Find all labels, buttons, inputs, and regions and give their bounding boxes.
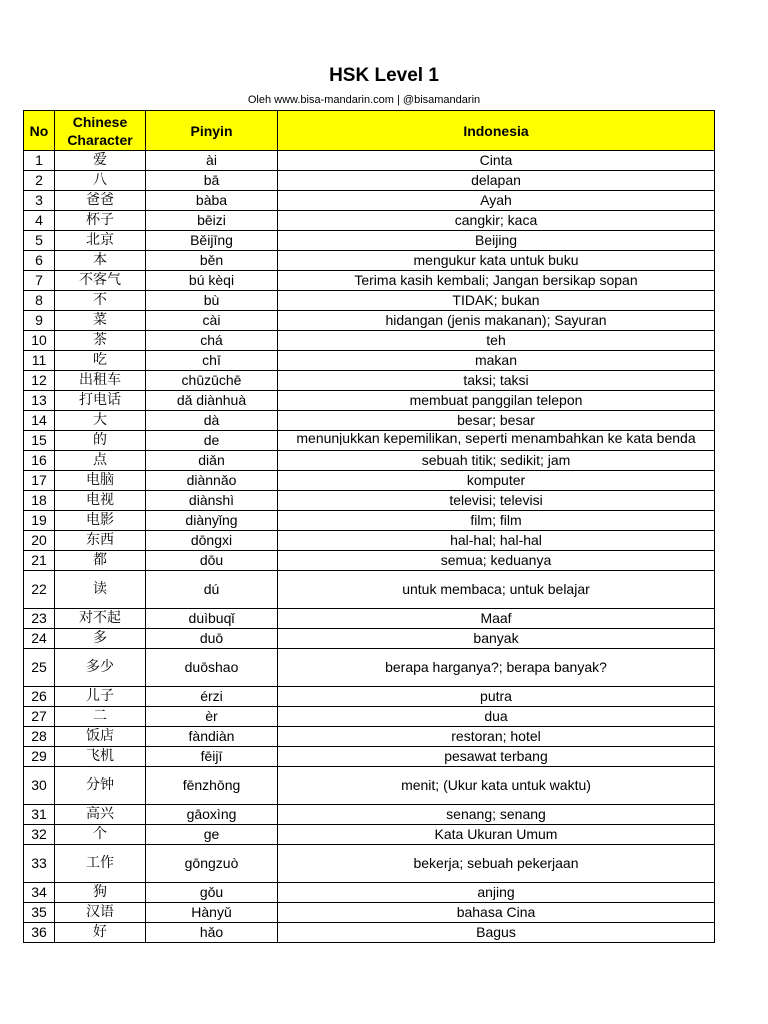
table-row	[24, 431, 715, 451]
cell-indonesia	[278, 431, 715, 451]
header-pinyin: Pinyin	[146, 111, 278, 151]
cell-no: 16	[24, 451, 55, 471]
cell-indonesia: delapan	[278, 171, 715, 191]
cell-no: 13	[24, 391, 55, 411]
cell-pinyin: chī	[146, 351, 278, 371]
cell-no: 28	[24, 727, 55, 747]
cell-no: 15	[24, 431, 55, 451]
cell-pinyin: fàndiàn	[146, 727, 278, 747]
table-row	[24, 291, 715, 311]
cell-pinyin: diànshì	[146, 491, 278, 511]
cell-indonesia: bahasa Cina	[278, 903, 715, 923]
cell-indonesia: banyak	[278, 629, 715, 649]
cell-no: 20	[24, 531, 55, 551]
table-row	[24, 391, 715, 411]
cell-indonesia: komputer	[278, 471, 715, 491]
table-row	[24, 351, 715, 371]
cell-pinyin: dà	[146, 411, 278, 431]
cell-chinese-character: 多	[55, 629, 146, 649]
cell-indonesia-text: menunjukkan kepemilikan, seperti menambahkan ke kata benda	[296, 430, 696, 445]
cell-pinyin: dú	[146, 571, 278, 609]
cell-indonesia: anjing	[278, 883, 715, 903]
cell-no: 36	[24, 923, 55, 943]
cell-no: 26	[24, 687, 55, 707]
table-row	[24, 331, 715, 351]
cell-chinese-character: 杯子	[55, 211, 146, 231]
cell-chinese-character: 点	[55, 451, 146, 471]
cell-chinese-character: 读	[55, 571, 146, 609]
table-row	[24, 151, 715, 171]
cell-chinese-character: 好	[55, 923, 146, 943]
cell-chinese-character: 打电话	[55, 391, 146, 411]
cell-pinyin: diǎn	[146, 451, 278, 471]
cell-pinyin: dōu	[146, 551, 278, 571]
cell-no: 31	[24, 805, 55, 825]
cell-pinyin: èr	[146, 707, 278, 727]
table-row	[24, 571, 715, 609]
table-row	[24, 491, 715, 511]
cell-pinyin: fēnzhōng	[146, 767, 278, 805]
cell-no: 22	[24, 571, 55, 609]
page-title: HSK Level 1	[329, 65, 439, 86]
table-row	[24, 805, 715, 825]
cell-pinyin: dōngxi	[146, 531, 278, 551]
cell-chinese-character: 对不起	[55, 609, 146, 629]
header-chinese-line1: Chinese	[72, 113, 128, 130]
cell-no: 17	[24, 471, 55, 491]
cell-indonesia: TIDAK; bukan	[278, 291, 715, 311]
cell-pinyin: duō	[146, 629, 278, 649]
cell-pinyin: érzi	[146, 687, 278, 707]
table-row	[24, 747, 715, 767]
cell-indonesia: film; film	[278, 511, 715, 531]
cell-chinese-character: 大	[55, 411, 146, 431]
table-row	[24, 649, 715, 687]
table-row	[24, 511, 715, 531]
cell-indonesia: besar; besar	[278, 411, 715, 431]
cell-chinese-character: 工作	[55, 845, 146, 883]
cell-no: 29	[24, 747, 55, 767]
cell-no: 25	[24, 649, 55, 687]
cell-chinese-character: 汉语	[55, 903, 146, 923]
cell-no: 6	[24, 251, 55, 271]
table-row	[24, 411, 715, 431]
table-row	[24, 609, 715, 629]
cell-chinese-character: 吃	[55, 351, 146, 371]
table-row	[24, 903, 715, 923]
cell-chinese-character: 电影	[55, 511, 146, 531]
cell-indonesia: dua	[278, 707, 715, 727]
cell-indonesia: mengukur kata untuk buku	[278, 251, 715, 271]
cell-indonesia: Maaf	[278, 609, 715, 629]
cell-chinese-character: 东西	[55, 531, 146, 551]
table-header-row	[24, 111, 715, 151]
cell-no: 12	[24, 371, 55, 391]
cell-no: 18	[24, 491, 55, 511]
cell-indonesia: makan	[278, 351, 715, 371]
cell-no: 10	[24, 331, 55, 351]
cell-chinese-character: 个	[55, 825, 146, 845]
cell-pinyin: chūzūchē	[146, 371, 278, 391]
cell-indonesia: semua; keduanya	[278, 551, 715, 571]
table-row	[24, 687, 715, 707]
cell-chinese-character: 狗	[55, 883, 146, 903]
cell-chinese-character: 菜	[55, 311, 146, 331]
table-row	[24, 727, 715, 747]
cell-indonesia: berapa harganya?; berapa banyak?	[278, 649, 715, 687]
cell-indonesia: Kata Ukuran Umum	[278, 825, 715, 845]
cell-no: 30	[24, 767, 55, 805]
cell-chinese-character: 茶	[55, 331, 146, 351]
table-row	[24, 767, 715, 805]
cell-indonesia: Bagus	[278, 923, 715, 943]
header-chinese-line2: Character	[67, 131, 133, 148]
cell-indonesia: cangkir; kaca	[278, 211, 715, 231]
cell-indonesia: Ayah	[278, 191, 715, 211]
cell-indonesia: televisi; televisi	[278, 491, 715, 511]
cell-chinese-character: 出租车	[55, 371, 146, 391]
table-row	[24, 629, 715, 649]
cell-pinyin: ài	[146, 151, 278, 171]
cell-chinese-character: 都	[55, 551, 146, 571]
cell-indonesia: sebuah titik; sedikit; jam	[278, 451, 715, 471]
cell-no: 4	[24, 211, 55, 231]
cell-pinyin: bēizi	[146, 211, 278, 231]
cell-no: 24	[24, 629, 55, 649]
table-row	[24, 551, 715, 571]
cell-chinese-character: 爱	[55, 151, 146, 171]
page-subtitle: Oleh www.bisa-mandarin.com | @bisamandarin	[247, 94, 481, 106]
cell-no: 35	[24, 903, 55, 923]
table-row	[24, 371, 715, 391]
cell-no: 19	[24, 511, 55, 531]
cell-indonesia: menit; (Ukur kata untuk waktu)	[278, 767, 715, 805]
cell-chinese-character: 分钟	[55, 767, 146, 805]
cell-no: 11	[24, 351, 55, 371]
table-row	[24, 231, 715, 251]
cell-indonesia: bekerja; sebuah pekerjaan	[278, 845, 715, 883]
cell-pinyin: de	[146, 431, 278, 451]
cell-chinese-character: 飞机	[55, 747, 146, 767]
cell-pinyin: gōngzuò	[146, 845, 278, 883]
table-row	[24, 311, 715, 331]
cell-indonesia: taksi; taksi	[278, 371, 715, 391]
table-row	[24, 707, 715, 727]
cell-pinyin: duìbuqǐ	[146, 609, 278, 629]
cell-indonesia: senang; senang	[278, 805, 715, 825]
table-row	[24, 845, 715, 883]
cell-pinyin: fēijī	[146, 747, 278, 767]
cell-indonesia: teh	[278, 331, 715, 351]
cell-indonesia: Cinta	[278, 151, 715, 171]
cell-pinyin: dǎ diànhuà	[146, 391, 278, 411]
cell-no: 33	[24, 845, 55, 883]
cell-chinese-character: 饭店	[55, 727, 146, 747]
table-row	[24, 825, 715, 845]
table-row	[24, 251, 715, 271]
cell-chinese-character: 电脑	[55, 471, 146, 491]
table-row	[24, 883, 715, 903]
cell-no: 9	[24, 311, 55, 331]
cell-chinese-character: 八	[55, 171, 146, 191]
table-row	[24, 171, 715, 191]
cell-no: 21	[24, 551, 55, 571]
cell-pinyin: Běijīng	[146, 231, 278, 251]
cell-chinese-character: 电视	[55, 491, 146, 511]
cell-indonesia: putra	[278, 687, 715, 707]
cell-chinese-character: 不客气	[55, 271, 146, 291]
table-row	[24, 271, 715, 291]
vocabulary-table	[23, 110, 715, 943]
cell-pinyin: cài	[146, 311, 278, 331]
cell-pinyin: běn	[146, 251, 278, 271]
cell-pinyin: bàba	[146, 191, 278, 211]
cell-pinyin: duōshao	[146, 649, 278, 687]
cell-pinyin: Hànyǔ	[146, 903, 278, 923]
cell-pinyin: bú kèqi	[146, 271, 278, 291]
cell-chinese-character: 爸爸	[55, 191, 146, 211]
cell-pinyin: bā	[146, 171, 278, 191]
cell-indonesia: restoran; hotel	[278, 727, 715, 747]
cell-pinyin: bù	[146, 291, 278, 311]
table-row	[24, 531, 715, 551]
cell-indonesia: hidangan (jenis makanan); Sayuran	[278, 311, 715, 331]
table-row	[24, 191, 715, 211]
table-row	[24, 471, 715, 491]
cell-no: 32	[24, 825, 55, 845]
cell-no: 23	[24, 609, 55, 629]
table-body	[24, 151, 715, 943]
cell-indonesia: Terima kasih kembali; Jangan bersikap sopan	[278, 271, 715, 291]
cell-chinese-character: 二	[55, 707, 146, 727]
table-row	[24, 923, 715, 943]
cell-no: 8	[24, 291, 55, 311]
table-row	[24, 451, 715, 471]
cell-chinese-character: 的	[55, 431, 146, 451]
cell-pinyin: diànnǎo	[146, 471, 278, 491]
cell-no: 3	[24, 191, 55, 211]
cell-pinyin: chá	[146, 331, 278, 351]
cell-chinese-character: 本	[55, 251, 146, 271]
cell-indonesia: pesawat terbang	[278, 747, 715, 767]
cell-pinyin: gāoxìng	[146, 805, 278, 825]
cell-no: 2	[24, 171, 55, 191]
cell-no: 5	[24, 231, 55, 251]
cell-no: 7	[24, 271, 55, 291]
cell-pinyin: diànyǐng	[146, 511, 278, 531]
cell-indonesia: Beijing	[278, 231, 715, 251]
cell-indonesia: membuat panggilan telepon	[278, 391, 715, 411]
header-chinese-character	[55, 111, 146, 151]
cell-chinese-character: 儿子	[55, 687, 146, 707]
cell-no: 14	[24, 411, 55, 431]
cell-no: 1	[24, 151, 55, 171]
header-indonesia: Indonesia	[278, 111, 715, 151]
cell-no: 34	[24, 883, 55, 903]
header-no: No	[24, 111, 55, 151]
cell-chinese-character: 多少	[55, 649, 146, 687]
cell-pinyin: hǎo	[146, 923, 278, 943]
cell-chinese-character: 北京	[55, 231, 146, 251]
cell-chinese-character: 高兴	[55, 805, 146, 825]
cell-no: 27	[24, 707, 55, 727]
table-row	[24, 211, 715, 231]
cell-indonesia: untuk membaca; untuk belajar	[278, 571, 715, 609]
cell-pinyin: gǒu	[146, 883, 278, 903]
cell-chinese-character: 不	[55, 291, 146, 311]
cell-pinyin: ge	[146, 825, 278, 845]
cell-indonesia: hal-hal; hal-hal	[278, 531, 715, 551]
